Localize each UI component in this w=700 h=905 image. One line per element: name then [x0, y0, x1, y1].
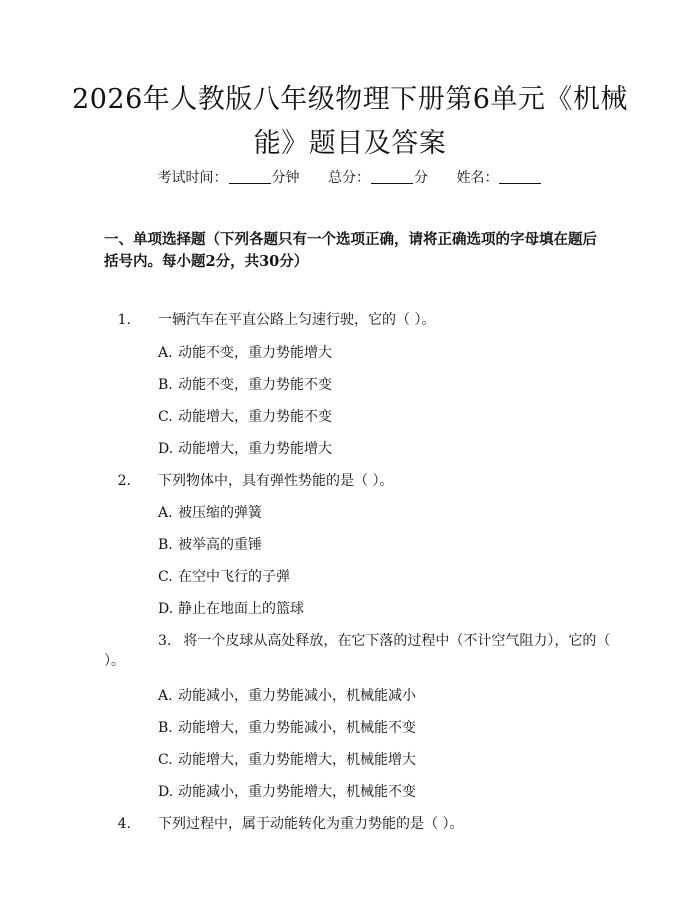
exam-time-blank — [229, 169, 271, 184]
option-letter: C. — [158, 409, 173, 425]
option-text: 被压缩的弹簧 — [178, 505, 262, 521]
option-text: 动能增大，重力势能不变 — [178, 409, 332, 425]
question-1-option-c — [158, 407, 332, 427]
question-2-option-d — [158, 599, 304, 619]
question-1-option-d — [158, 439, 332, 459]
option-text: 动能减小，重力势能增大，机械能不变 — [178, 784, 416, 800]
exam-time-group — [158, 168, 300, 188]
student-name-group — [456, 168, 542, 188]
option-letter: B. — [158, 720, 173, 736]
option-text: 在空中飞行的子弹 — [178, 569, 290, 585]
option-letter: D. — [158, 784, 174, 800]
option-letter: A. — [158, 505, 173, 521]
question-3-option-c — [158, 750, 416, 770]
option-letter: D. — [158, 601, 174, 617]
question-3 — [104, 631, 614, 671]
question-2-option-c — [158, 567, 290, 587]
option-letter: D. — [158, 441, 174, 457]
exam-info-line — [0, 168, 700, 188]
option-text: 静止在地面上的篮球 — [178, 601, 304, 617]
question-2-option-a — [158, 503, 262, 523]
option-text: 动能不变，重力势能增大 — [178, 345, 332, 361]
question-3-option-a — [158, 686, 416, 706]
total-score-unit: 分 — [414, 170, 428, 186]
question-number: 2. — [117, 473, 131, 489]
option-text: 动能增大，重力势能增大 — [178, 441, 332, 457]
option-letter: C. — [158, 569, 173, 585]
question-4 — [104, 814, 614, 834]
question-2-option-b — [158, 535, 262, 555]
exam-time-unit: 分钟 — [271, 170, 300, 186]
document-title: 2026年人教版八年级物理下册第6单元《机械能》题目及答案 — [72, 84, 628, 159]
question-3-option-b — [158, 718, 416, 738]
question-number: 4. — [117, 816, 131, 832]
option-text: 动能减小，重力势能减小，机械能减小 — [178, 688, 416, 704]
option-letter: B. — [158, 377, 173, 393]
question-text: 下列物体中，具有弹性势能的是（ ）。 — [158, 473, 394, 489]
option-text: 被举高的重锤 — [178, 537, 262, 553]
question-3-option-d — [158, 782, 416, 802]
option-letter: B. — [158, 537, 173, 553]
total-score-blank — [371, 169, 413, 184]
option-letter: A. — [158, 345, 173, 361]
question-text: 将一个皮球从高处释放，在它下落的过程中（不计空气阻力），它的（ ）。 — [104, 633, 611, 669]
student-name-label: 姓名： — [456, 170, 499, 186]
option-letter: A. — [158, 688, 173, 704]
question-text: 下列过程中，属于动能转化为重力势能的是（ ）。 — [158, 816, 464, 832]
section-heading: 一、单项选择题（下列各题只有一个选项正确，请将正确选项的字母填在题后括号内。每小题2分，共30分） — [104, 231, 597, 270]
option-letter: C. — [158, 752, 173, 768]
question-2 — [104, 471, 614, 491]
exam-time-label: 考试时间： — [157, 170, 228, 186]
option-text: 动能不变，重力势能不变 — [178, 377, 332, 393]
option-text: 动能增大，重力势能增大，机械能增大 — [178, 752, 416, 768]
question-1-option-a — [158, 343, 332, 363]
question-1 — [104, 310, 614, 330]
total-score-group — [328, 168, 428, 188]
question-number: 1. — [117, 312, 131, 328]
student-name-blank — [499, 169, 541, 184]
question-text: 一辆汽车在平直公路上匀速行驶，它的（ ）。 — [158, 312, 436, 328]
total-score-label: 总分： — [328, 170, 370, 186]
question-1-option-b — [158, 375, 332, 395]
option-text: 动能增大，重力势能减小，机械能不变 — [178, 720, 416, 736]
question-number: 3. — [158, 633, 172, 649]
